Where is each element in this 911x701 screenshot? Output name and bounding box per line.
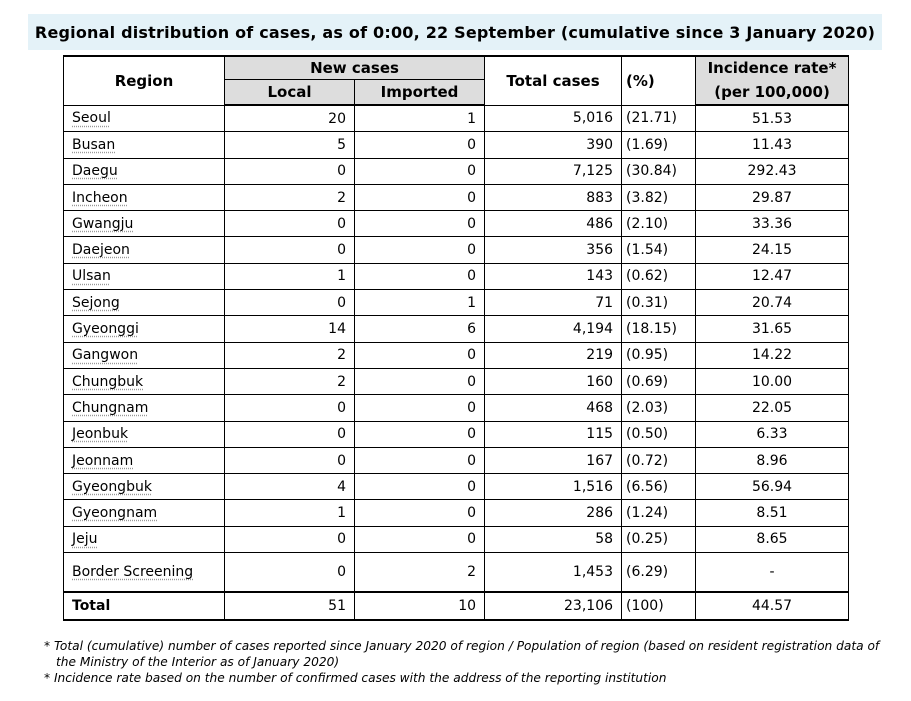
cell-total: 143 [485,263,622,289]
region-name: Seoul [72,110,111,127]
region-name: Gyeonggi [72,321,139,338]
cell-imported: 0 [355,474,485,500]
cell-incidence: 20.74 [696,290,849,316]
cell-total: 486 [485,211,622,237]
cell-region [64,132,225,158]
region-name: Daejeon [72,242,130,259]
cell-total: 23,106 [485,592,622,620]
region-name: Jeonnam [72,452,134,469]
cell-percent: (2.10) [622,211,696,237]
cell-incidence: 51.53 [696,105,849,132]
cell-total: 7,125 [485,158,622,184]
region-name: Ulsan [72,268,111,285]
cell-total: 286 [485,500,622,526]
cell-incidence: 6.33 [696,421,849,447]
region-name: Jeju [72,531,98,548]
cell-incidence: 8.51 [696,500,849,526]
cell-region [64,158,225,184]
cell-region [64,105,225,132]
cell-local: 51 [225,592,355,620]
cell-imported: 0 [355,184,485,210]
region-name: Chungbuk [72,373,144,390]
cell-region [64,237,225,263]
regional-cases-table [63,55,849,621]
region-name: Border Screening [72,563,194,580]
cell-percent: (0.95) [622,342,696,368]
cell-imported: 0 [355,368,485,394]
cell-percent: (0.25) [622,526,696,552]
cell-region [64,368,225,394]
cell-total: 160 [485,368,622,394]
cell-total: 390 [485,132,622,158]
cell-percent: (1.24) [622,500,696,526]
cell-incidence: 56.94 [696,474,849,500]
cell-local: 0 [225,211,355,237]
cell-region [64,421,225,447]
cell-incidence: 292.43 [696,158,849,184]
cell-incidence: 10.00 [696,368,849,394]
table-title: Regional distribution of cases, as of 0:00, 22 September (cumulative since 3 January 2020) [34,22,876,42]
region-name: Gyeongnam [72,505,158,522]
cell-region: Total [64,592,225,620]
footnote-1-line-2: the Ministry of the Interior as of January 2020) [56,655,340,669]
cell-local: 0 [225,290,355,316]
cell-incidence: 29.87 [696,184,849,210]
table-row [64,132,849,158]
cell-local: 0 [225,421,355,447]
cell-region [64,395,225,421]
cell-percent: (2.03) [622,395,696,421]
header-imported: Imported [355,80,485,106]
region-name: Busan [72,136,116,153]
cell-local: 2 [225,368,355,394]
cell-region [64,263,225,289]
header-incidence-line2: (per 100,000) [696,80,849,106]
cell-percent: (0.72) [622,447,696,473]
cell-region [64,526,225,552]
cell-imported: 10 [355,592,485,620]
cell-total: 1,453 [485,553,622,593]
cell-region [64,474,225,500]
cell-imported: 1 [355,290,485,316]
cell-local: 0 [225,158,355,184]
cell-region [64,290,225,316]
table-row [64,316,849,342]
region-name: Jeonbuk [72,426,129,443]
cell-region [64,500,225,526]
cell-imported: 0 [355,500,485,526]
cell-local: 0 [225,526,355,552]
header-new-cases: New cases [225,56,485,80]
cell-percent: (21.71) [622,105,696,132]
cell-region [64,184,225,210]
cell-total: 115 [485,421,622,447]
region-name: Sejong [72,294,120,311]
cell-local: 2 [225,184,355,210]
table-row [64,553,849,593]
table-row [64,526,849,552]
table-row [64,290,849,316]
cell-incidence: 11.43 [696,132,849,158]
cell-region [64,447,225,473]
header-region: Region [64,56,225,105]
cell-region [64,211,225,237]
cell-imported: 0 [355,158,485,184]
cell-imported: 1 [355,105,485,132]
cell-percent: (0.31) [622,290,696,316]
cell-total: 167 [485,447,622,473]
cell-percent: (18.15) [622,316,696,342]
footnote-1-line-1: * Total (cumulative) number of cases reported since January 2020 of region / Population of region (based on resident registration data of [44,639,880,653]
cell-percent: (0.50) [622,421,696,447]
cell-imported: 0 [355,211,485,237]
header-local: Local [225,80,355,106]
table-row [64,105,849,132]
cell-total: 5,016 [485,105,622,132]
cell-imported: 0 [355,342,485,368]
cell-imported: 0 [355,447,485,473]
cell-local: 1 [225,263,355,289]
table-row [64,184,849,210]
table-row [64,211,849,237]
cell-incidence: 44.57 [696,592,849,620]
region-name: Gyeongbuk [72,478,152,495]
cell-percent: (30.84) [622,158,696,184]
cell-incidence: 33.36 [696,211,849,237]
cell-local: 2 [225,342,355,368]
cell-incidence: 8.96 [696,447,849,473]
region-name: Chungnam [72,399,149,416]
cell-local: 0 [225,237,355,263]
table-body [64,105,849,620]
cell-local: 1 [225,500,355,526]
cell-percent: (6.56) [622,474,696,500]
cell-region [64,553,225,593]
cell-incidence: 24.15 [696,237,849,263]
cell-total: 71 [485,290,622,316]
region-name: Incheon [72,189,128,206]
header-total-cases: Total cases [485,56,622,105]
region-name: Gangwon [72,347,139,364]
cell-local: 14 [225,316,355,342]
table-title-bar [28,14,882,50]
table-row [64,474,849,500]
cell-imported: 0 [355,237,485,263]
cell-incidence: 12.47 [696,263,849,289]
table-row [64,158,849,184]
cell-percent: (3.82) [622,184,696,210]
cell-imported: 0 [355,132,485,158]
cell-total: 883 [485,184,622,210]
region-name: Daegu [72,163,118,180]
table-row [64,500,849,526]
cell-total: 356 [485,237,622,263]
cell-imported: 0 [355,395,485,421]
cell-total: 468 [485,395,622,421]
table-row [64,263,849,289]
footnotes [44,638,884,686]
table-row [64,395,849,421]
cell-total: 219 [485,342,622,368]
cell-imported: 0 [355,421,485,447]
cell-imported: 2 [355,553,485,593]
cell-imported: 0 [355,526,485,552]
header-percent: (%) [622,56,696,105]
cell-total: 4,194 [485,316,622,342]
cell-incidence: 31.65 [696,316,849,342]
cell-local: 0 [225,447,355,473]
cell-percent: (1.54) [622,237,696,263]
footnote-2: * Incidence rate based on the number of confirmed cases with the address of the reporting institution [44,671,667,685]
cell-percent: (0.62) [622,263,696,289]
table-row [64,421,849,447]
cell-local: 0 [225,553,355,593]
region-name: Gwangju [72,215,134,232]
table-row [64,447,849,473]
cell-total: 58 [485,526,622,552]
cell-incidence: 8.65 [696,526,849,552]
cell-imported: 0 [355,263,485,289]
cell-incidence: - [696,553,849,593]
header-incidence-line1: Incidence rate* [696,56,849,80]
cell-local: 5 [225,132,355,158]
table-row [64,237,849,263]
cell-local: 20 [225,105,355,132]
cell-local: 0 [225,395,355,421]
cell-percent: (100) [622,592,696,620]
cell-incidence: 14.22 [696,342,849,368]
cell-local: 4 [225,474,355,500]
table-header [64,56,849,105]
cell-total: 1,516 [485,474,622,500]
table-row [64,342,849,368]
cell-imported: 6 [355,316,485,342]
cell-region [64,316,225,342]
cell-region [64,342,225,368]
cell-percent: (1.69) [622,132,696,158]
table-row [64,368,849,394]
cell-percent: (6.29) [622,553,696,593]
cell-percent: (0.69) [622,368,696,394]
cell-incidence: 22.05 [696,395,849,421]
total-row [64,592,849,620]
